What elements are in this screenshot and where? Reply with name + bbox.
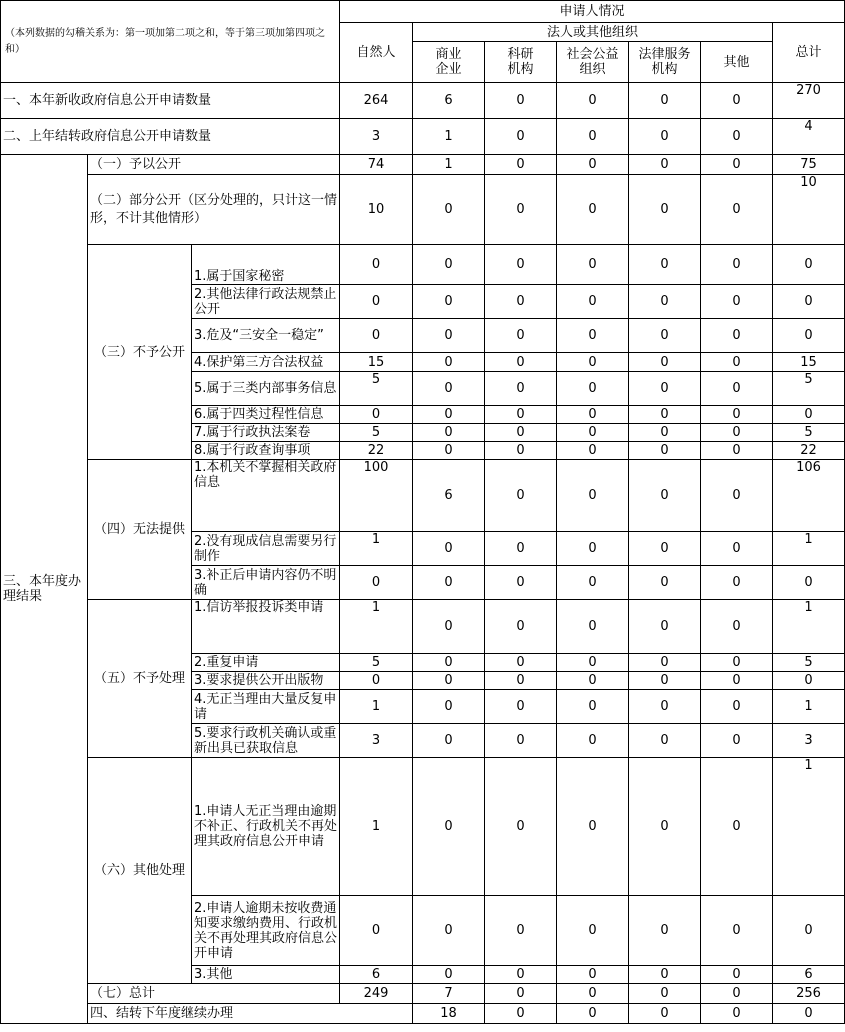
cell: 0 [701,532,773,566]
cell: 1 [340,758,413,896]
cell: 1 [773,600,845,654]
cell: 0 [485,724,557,758]
cell: 0 [701,372,773,406]
cell: 0 [773,319,845,353]
row-label: 3.其他 [192,966,340,984]
cell: 0 [773,672,845,690]
cell: 270 [773,83,845,119]
cell: 0 [557,353,629,372]
cell: 0 [557,424,629,442]
cell: 0 [413,442,485,460]
cell: 0 [557,532,629,566]
cell: 0 [629,672,701,690]
cell: 75 [773,155,845,175]
cell: 0 [701,245,773,285]
cell: 1 [413,119,485,155]
cell: 0 [773,566,845,600]
cell: 0 [485,690,557,724]
cell: 0 [557,984,629,1004]
cell: 0 [485,566,557,600]
header-total: 总计 [773,23,845,83]
cell: 0 [701,966,773,984]
row-label: 7.属于行政执法案卷 [192,424,340,442]
group-label: （六）其他处理 [88,758,192,984]
cell: 249 [340,984,413,1004]
cell: 0 [413,654,485,672]
row-label: 1.信访举报投诉类申请 [192,600,340,654]
cell: 10 [340,175,413,245]
cell: 74 [340,155,413,175]
cell: 0 [340,285,413,319]
row-label: 四、结转下年度继续办理 [88,1004,413,1024]
cell: 0 [629,566,701,600]
cell: 0 [629,966,701,984]
cell: 0 [701,690,773,724]
cell: 0 [629,372,701,406]
cell: 7 [413,984,485,1004]
cell: 0 [629,460,701,532]
cell: 0 [701,758,773,896]
cell: 1 [773,690,845,724]
cell: 0 [485,672,557,690]
table-row [1,83,845,119]
cell: 6 [413,83,485,119]
cell: 0 [340,406,413,424]
cell: 0 [557,285,629,319]
cell: 0 [629,285,701,319]
header-other: 其他 [701,42,773,83]
cell: 0 [485,175,557,245]
cell: 0 [629,155,701,175]
cell: 256 [773,984,845,1004]
cell: 1 [340,600,413,654]
cell: 0 [557,245,629,285]
cell: 0 [485,424,557,442]
cell: 10 [773,175,845,245]
cell: 0 [557,319,629,353]
cell: 0 [629,245,701,285]
row-label: 一、本年新收政府信息公开申请数量 [1,83,340,119]
cell: 0 [557,442,629,460]
cell: 100 [340,460,413,532]
cell: 0 [701,424,773,442]
cell: 0 [773,406,845,424]
cell: 0 [629,724,701,758]
cell: 0 [557,724,629,758]
row-label: 3.补正后申请内容仍不明确 [192,566,340,600]
row-label: （二）部分公开（区分处理的，只计这一情形，不计其他情形） [88,175,340,245]
cell: 0 [557,372,629,406]
cell: 0 [701,654,773,672]
cell: 0 [557,460,629,532]
cell: 0 [485,155,557,175]
cell: 0 [485,319,557,353]
cell: 0 [629,319,701,353]
cell: 0 [485,372,557,406]
cell: 22 [340,442,413,460]
cell: 0 [485,1004,557,1024]
row-label: 4.保护第三方合法权益 [192,353,340,372]
cell: 0 [413,319,485,353]
cell: 0 [701,442,773,460]
cell: 0 [629,758,701,896]
cell: 0 [485,245,557,285]
section-3-label: 三、本年度办理结果 [1,155,88,1024]
cell: 0 [340,245,413,285]
cell: 0 [629,442,701,460]
row-label: 1.属于国家秘密 [192,245,340,285]
cell: 0 [413,758,485,896]
group-label: （三）不予公开 [88,245,192,460]
cell: 0 [629,896,701,966]
cell: 15 [340,353,413,372]
cell: 0 [701,406,773,424]
cell: 0 [701,672,773,690]
table-row [1,460,845,532]
header-note: （本列数据的勾稽关系为：第一项加第二项之和，等于第三项加第四项之和） [1,1,340,83]
row-label: 1.本机关不掌握相关政府信息 [192,460,340,532]
row-label: 3.危及“三安全一稳定” [192,319,340,353]
cell: 6 [340,966,413,984]
cell: 0 [413,966,485,984]
cell: 0 [413,372,485,406]
cell: 0 [701,319,773,353]
cell: 0 [557,155,629,175]
cell: 0 [557,1004,629,1024]
cell: 0 [701,896,773,966]
row-label: 6.属于四类过程性信息 [192,406,340,424]
cell: 5 [773,654,845,672]
cell: 0 [557,406,629,424]
cell: 0 [557,690,629,724]
cell: 0 [340,672,413,690]
cell: 0 [413,672,485,690]
cell: 0 [485,966,557,984]
table-row [1,984,845,1004]
cell: 0 [485,532,557,566]
cell: 5 [773,424,845,442]
cell: 0 [701,460,773,532]
cell: 5 [773,372,845,406]
header-applicant: 申请人情况 [340,1,845,23]
cell: 0 [413,424,485,442]
row-label: （一）予以公开 [88,155,340,175]
group-label: （五）不予处理 [88,600,192,758]
cell: 3 [340,119,413,155]
cell: 0 [773,285,845,319]
header-legal-org: 法人或其他组织 [413,23,773,42]
cell: 0 [701,600,773,654]
cell: 1 [773,532,845,566]
cell: 0 [557,119,629,155]
cell: 3 [773,724,845,758]
header-welfare: 社会公益 组织 [557,42,629,83]
group-label: （四）无法提供 [88,460,192,600]
cell: 0 [485,119,557,155]
cell: 0 [629,600,701,654]
cell: 3 [340,724,413,758]
table-row [1,155,845,175]
cell: 0 [485,896,557,966]
cell: 0 [340,566,413,600]
cell: 0 [413,285,485,319]
cell: 0 [701,724,773,758]
cell: 6 [773,966,845,984]
row-label: 4.无正当理由大量反复申请 [192,690,340,724]
header-research: 科研 机构 [485,42,557,83]
row-label: 2.没有现成信息需要另行制作 [192,532,340,566]
cell: 0 [413,690,485,724]
cell: 0 [557,758,629,896]
cell: 0 [485,984,557,1004]
cell: 5 [340,424,413,442]
cell: 106 [773,460,845,532]
cell: 0 [557,966,629,984]
cell: 0 [485,758,557,896]
cell: 0 [413,245,485,285]
cell: 0 [413,532,485,566]
cell: 0 [413,724,485,758]
cell: 1 [340,690,413,724]
row-label: 二、上年结转政府信息公开申请数量 [1,119,340,155]
cell: 15 [773,353,845,372]
cell: 0 [557,175,629,245]
row-label: （七）总计 [88,984,340,1004]
cell: 0 [485,600,557,654]
cell: 0 [629,424,701,442]
cell: 0 [629,406,701,424]
header-natural-person: 自然人 [340,23,413,83]
cell: 0 [701,119,773,155]
table-row [1,175,845,245]
cell: 264 [340,83,413,119]
cell: 0 [701,984,773,1004]
cell: 0 [701,285,773,319]
header-legal-service: 法律服务 机构 [629,42,701,83]
cell: 0 [629,984,701,1004]
cell: 0 [629,532,701,566]
row-label: 2.重复申请 [192,654,340,672]
cell: 0 [701,175,773,245]
row-label: 2.申请人逾期未按收费通知要求缴纳费用、行政机关不再处理其政府信息公开申请 [192,896,340,966]
cell: 0 [773,896,845,966]
cell: 0 [773,245,845,285]
cell: 1 [773,758,845,896]
cell: 0 [557,600,629,654]
cell: 0 [413,353,485,372]
cell: 0 [485,285,557,319]
cell: 4 [773,119,845,155]
row-label: 3.要求提供公开出版物 [192,672,340,690]
table-row [1,245,845,285]
cell: 0 [485,460,557,532]
cell: 0 [629,175,701,245]
cell: 0 [485,654,557,672]
cell: 0 [701,353,773,372]
cell: 0 [629,353,701,372]
cell: 0 [557,672,629,690]
cell: 18 [413,1004,485,1024]
cell: 0 [413,566,485,600]
row-label: 1.申请人无正当理由逾期不补正、行政机关不再处理其政府信息公开申请 [192,758,340,896]
cell: 22 [773,442,845,460]
cell: 6 [413,460,485,532]
cell: 0 [629,1004,701,1024]
table-row [1,600,845,654]
row-label: 2.其他法律行政法规禁止公开 [192,285,340,319]
cell: 0 [413,600,485,654]
cell: 0 [413,406,485,424]
cell: 0 [485,406,557,424]
cell: 0 [773,1004,845,1024]
cell: 0 [413,175,485,245]
table-row [1,758,845,896]
row-label: 5.要求行政机关确认或重新出具已获取信息 [192,724,340,758]
cell: 0 [701,83,773,119]
cell: 0 [557,83,629,119]
cell: 0 [701,566,773,600]
cell: 0 [557,566,629,600]
cell: 0 [629,690,701,724]
cell: 0 [557,654,629,672]
cell: 0 [340,896,413,966]
cell: 0 [485,83,557,119]
cell: 5 [340,654,413,672]
cell: 0 [629,654,701,672]
table-row [1,119,845,155]
row-label: 5.属于三类内部事务信息 [192,372,340,406]
cell: 0 [413,896,485,966]
cell: 0 [701,155,773,175]
table-row [1,1004,845,1024]
header-commercial: 商业 企业 [413,42,485,83]
row-label: 8.属于行政查询事项 [192,442,340,460]
cell: 0 [629,83,701,119]
cell: 0 [629,119,701,155]
cell: 1 [413,155,485,175]
cell: 0 [485,442,557,460]
cell: 0 [340,319,413,353]
cell: 0 [485,353,557,372]
cell: 5 [340,372,413,406]
cell: 1 [340,532,413,566]
cell: 0 [557,896,629,966]
cell: 0 [701,1004,773,1024]
